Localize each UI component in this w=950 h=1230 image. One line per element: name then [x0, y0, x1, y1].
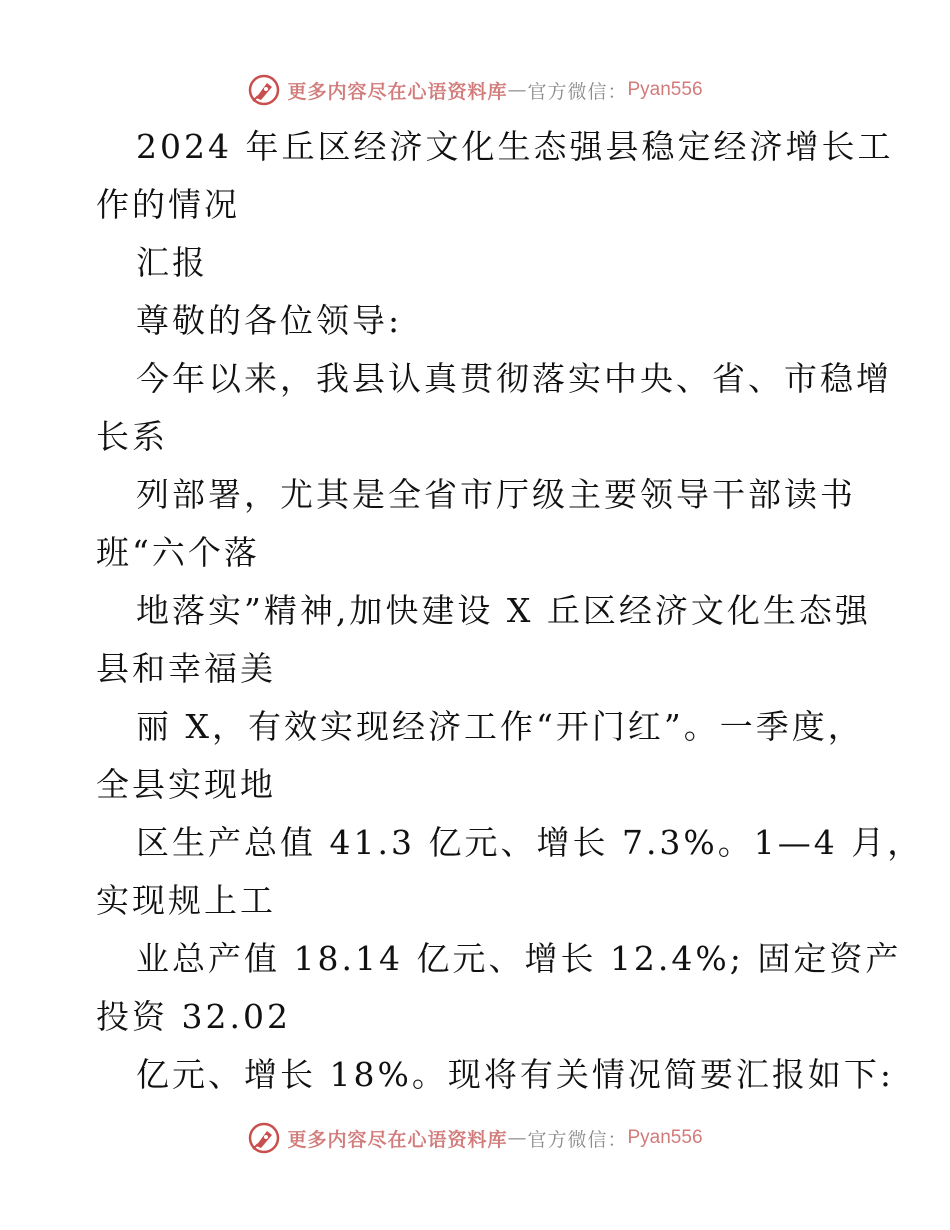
watermark-wechat-id: Pyan556: [627, 1127, 703, 1148]
watermark-separator: —: [507, 1127, 528, 1149]
watermark-separator: —: [507, 79, 528, 101]
doc-line: 列部署，尤其是全省市厅级主要领导干部读书: [136, 475, 856, 514]
pen-nib-circle-icon: [247, 73, 281, 107]
document-body: [96, 118, 924, 1104]
watermark-text: 更多内容尽在心语资料库: [287, 1128, 508, 1151]
doc-line: 汇报: [136, 243, 208, 282]
doc-line: 作的情况: [96, 185, 240, 224]
doc-line: 全县实现地: [96, 765, 276, 804]
doc-line: 实现规上工: [96, 881, 276, 920]
doc-line: 县和幸福美: [96, 649, 276, 688]
doc-line: 尊敬的各位领导:: [136, 301, 403, 340]
doc-line: 长系: [96, 417, 168, 456]
watermark-banner-bottom: [0, 1118, 950, 1158]
doc-line: 班“六个落: [96, 533, 260, 572]
doc-line: 今年以来，我县认真贯彻落实中央、省、市稳增: [136, 359, 892, 398]
doc-line: 亿元、增长 18%。现将有关情况简要汇报如下:: [136, 1055, 894, 1094]
doc-line: 业总产值 18.14 亿元、增长 12.4%; 固定资产: [136, 939, 902, 978]
doc-line: 区生产总值 41.3 亿元、增长 7.3%。1—4 月，: [136, 823, 924, 862]
watermark-official: 官方微信：: [527, 1128, 628, 1151]
pen-nib-circle-icon: [247, 1121, 281, 1155]
watermark-text: 更多内容尽在心语资料库: [287, 80, 508, 103]
doc-line: 地落实”精神,加快建设 X 丘区经济文化生态强: [136, 591, 871, 630]
watermark-wechat-id: Pyan556: [627, 79, 703, 100]
watermark-banner-top: [0, 70, 950, 110]
doc-line: 丽 X，有效实现经济工作“开门红”。一季度，: [136, 707, 864, 746]
watermark-official: 官方微信：: [527, 80, 628, 103]
doc-line: 2024 年丘区经济文化生态强县稳定经济增长工: [136, 127, 894, 166]
doc-line: 投资 32.02: [96, 997, 291, 1036]
